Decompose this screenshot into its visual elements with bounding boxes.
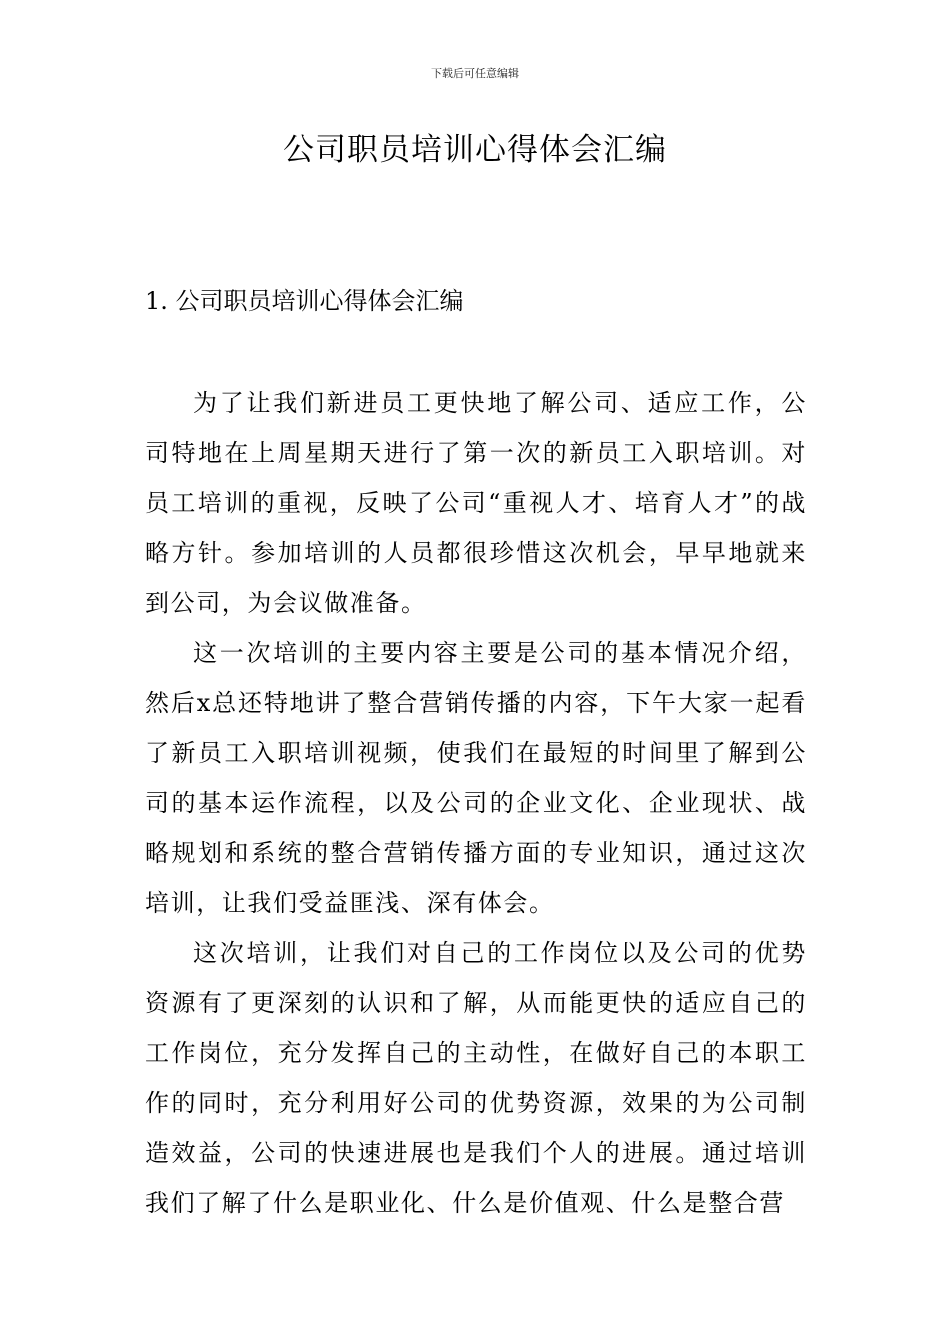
document-title: 公司职员培训心得体会汇编 — [283, 132, 667, 168]
paragraph-1: 为了让我们新进员工更快地了解公司、适应工作，公司特地在上周星期天进行了第一次的新员工入职培训。对员工培训的重视，反映了公司“重视人才、培育人才”的战略方针。参加培训的人员都很珍惜这次机会，早早地就来到公司，为会议做准备。 — [145, 389, 807, 617]
paragraph-2: 这一次培训的主要内容主要是公司的基本情况介绍，然后x总还特地讲了整合营销传播的内容，下午大家一起看了新员工入职培训视频，使我们在最短的时间里了解到公司的基本运作流程，以及公司的企业文化、企业现状、战略规划和系统的整合营销传播方面的专业知识，通过这次培训，让我们受益匪浅、深有体会。 — [145, 639, 807, 917]
section-heading: 1. 公司职员培训心得体会汇编 — [145, 287, 464, 315]
paragraph-3: 这次培训，让我们对自己的工作岗位以及公司的优势资源有了更深刻的认识和了解，从而能更快的适应自己的工作岗位，充分发挥自己的主动性，在做好自己的本职工作的同时，充分利用好公司的优势资源，效果的为公司制造效益，公司的快速进展也是我们个人的进展。通过培训我们了解了什么是职业化、什么是价值观、什么是整合营 — [145, 939, 807, 1217]
header-note: 下载后可任意编辑 — [431, 67, 519, 80]
document-body — [145, 378, 807, 1228]
